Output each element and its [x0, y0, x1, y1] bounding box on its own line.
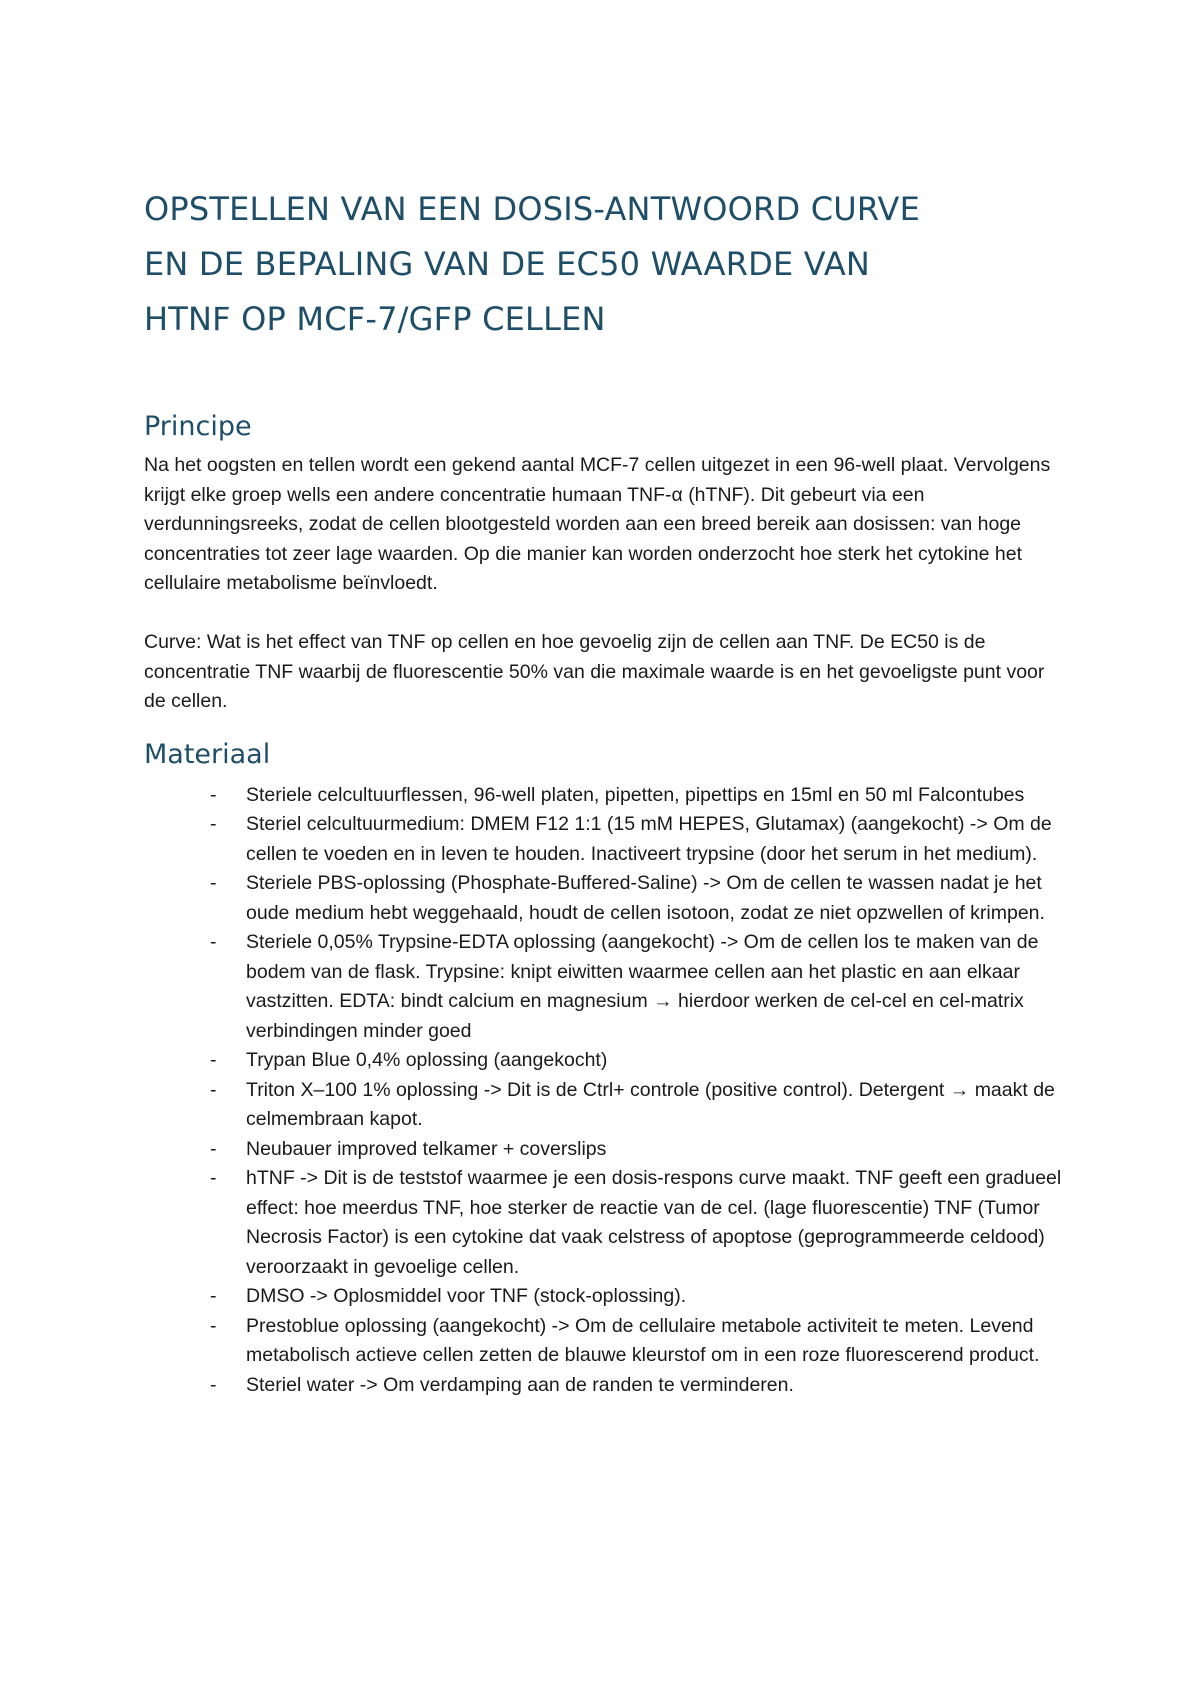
- bullet-dash: -: [210, 1285, 217, 1307]
- title-line: EN DE BEPALING VAN DE EC50 WAARDE VAN: [144, 245, 871, 283]
- list-item-text: hTNF -> Dit is de teststof waarmee je een dosis-respons curve maakt. TNF geeft een gradueel effect: hoe meerdus TNF, hoe sterker de reactie van de cel. (lage fluorescentie) TNF (Tumor Necrosis Factor) is een cytokine dat vaak celstress of apoptose (geprogrammeerde celdood) veroorzaakt in gevoelige cellen.: [246, 1167, 1062, 1278]
- title-line: OPSTELLEN VAN EEN DOSIS-ANTWOORD CURVE: [144, 190, 921, 228]
- list-item-text: DMSO -> Oplosmiddel voor TNF (stock-oplossing).: [246, 1285, 687, 1307]
- list-item: [144, 1046, 1064, 1076]
- list-item-text: Trypan Blue 0,4% oplossing (aangekocht): [246, 1049, 608, 1071]
- list-item: [144, 781, 1064, 811]
- list-item: [144, 928, 1064, 1046]
- bullet-dash: -: [210, 813, 217, 835]
- bullet-dash: -: [210, 1314, 217, 1337]
- list-item: [144, 1076, 1064, 1135]
- list-item: [144, 1282, 1064, 1312]
- list-item: [144, 1371, 1064, 1401]
- list-item-text: Steriel celcultuurmedium: DMEM F12 1:1 (15 mM HEPES, Glutamax) (aangekocht) -> Om de cellen te voeden en in leven te houden. Inactiveert trypsine (door het serum in het medium).: [246, 813, 1052, 865]
- bullet-dash: -: [210, 1373, 217, 1396]
- list-item-text: Steriele 0,05% Trypsine-EDTA oplossing (aangekocht) -> Om de cellen los te maken van de bodem van de flask. Trypsine: knipt eiwitten waarmee cellen aan het plastic en aan elkaar vastzitten. EDTA: bindt calcium en magnesium → hierdoor werken de cel-cel en cel-matrix verbindingen minder goed: [246, 931, 1039, 1042]
- list-item: [144, 810, 1064, 869]
- list-item: [144, 1135, 1064, 1165]
- materiaal-heading: Materiaal: [144, 738, 271, 770]
- bullet-dash: -: [210, 931, 217, 953]
- bullet-dash: -: [210, 1078, 217, 1101]
- title-line: HTNF OP MCF-7/GFP CELLEN: [144, 300, 606, 338]
- list-item-text: Steriele celcultuurflessen, 96-well platen, pipetten, pipettips en 15ml en 50 ml Falcontubes: [246, 783, 1025, 806]
- materiaal-list: [144, 781, 1064, 1401]
- principe-heading: Principe: [144, 411, 252, 442]
- bullet-dash: -: [210, 1137, 217, 1160]
- list-item: [144, 1164, 1064, 1282]
- principe-section: [144, 451, 1064, 717]
- document-page: [144, 182, 1064, 1400]
- list-item-text: Neubauer improved telkamer + coverslips: [246, 1137, 607, 1160]
- curve-paragraph: Curve: Wat is het effect van TNF op cellen en hoe gevoelig zijn de cellen aan TNF. De EC50 is de concentratie TNF waarbij de fluorescentie 50% van die maximale waarde is en het gevoeligste punt voor de cellen.: [144, 631, 1045, 712]
- document-title: [144, 182, 1064, 347]
- list-item-text: Steriele PBS-oplossing (Phosphate-Buffered-Saline) -> Om de cellen te wassen nadat je het oude medium hebt weggehaald, houdt de cellen isotoon, zodat ze niet opzwellen of krimpen.: [246, 872, 1045, 924]
- bullet-dash: -: [210, 1167, 217, 1189]
- bullet-dash: -: [210, 872, 217, 894]
- list-item-text: Prestoblue oplossing (aangekocht) -> Om de cellulaire metabole activiteit te meten. Levend metabolisch actieve cellen zetten de blauwe kleurstof om in een roze fluorescerend product.: [246, 1314, 1040, 1366]
- bullet-dash: -: [210, 783, 217, 806]
- list-item: [144, 869, 1064, 928]
- list-item-text: Steriel water -> Om verdamping aan de randen te verminderen.: [246, 1373, 794, 1396]
- list-item: [144, 1312, 1064, 1371]
- principe-paragraph: Na het oogsten en tellen wordt een gekend aantal MCF-7 cellen uitgezet in een 96-well plaat. Vervolgens krijgt elke groep wells een andere concentratie humaan TNF-α (hTNF). Dit gebeurt via een verdunningsreeks, zodat de cellen blootgesteld worden aan een breed bereik aan dosissen: van hoge concentraties tot zeer lage waarden. Op die manier kan worden onderzocht hoe sterk het cytokine het cellulaire metabolisme beïnvloedt.: [144, 454, 1051, 594]
- list-item-text: Triton X–100 1% oplossing -> Dit is de Ctrl+ controle (positive control). Detergent → maakt de celmembraan kapot.: [246, 1078, 1055, 1130]
- bullet-dash: -: [210, 1049, 217, 1071]
